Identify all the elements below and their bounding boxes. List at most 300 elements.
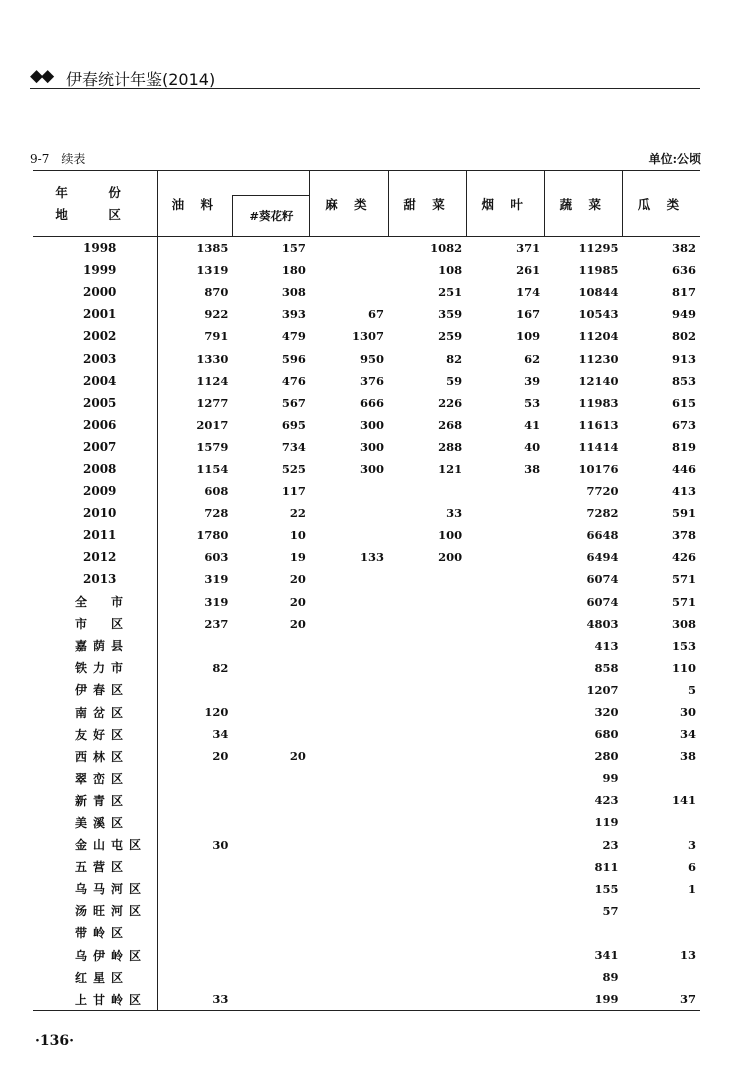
table-cell bbox=[158, 679, 233, 701]
row-label: 新青区 bbox=[33, 789, 158, 811]
table-cell bbox=[158, 856, 233, 878]
table-cell: 319 bbox=[204, 594, 229, 609]
table-cell: 300 bbox=[360, 461, 385, 476]
table-row bbox=[33, 657, 700, 679]
table-cell: 20 bbox=[289, 572, 306, 587]
table-row bbox=[33, 856, 700, 878]
table-cell: 7720 bbox=[586, 484, 619, 499]
table-cell: 108 bbox=[438, 263, 463, 278]
table-cell: 10543 bbox=[578, 307, 619, 322]
table-row bbox=[33, 613, 700, 635]
table-row bbox=[33, 591, 700, 613]
table-row bbox=[33, 900, 700, 922]
table-cell: 1124 bbox=[196, 373, 229, 388]
row-label: 乌伊岭区 bbox=[33, 944, 158, 966]
col-header-oilseed: 油 料 bbox=[158, 171, 233, 237]
table-cell: 167 bbox=[516, 307, 541, 322]
table-cell: 82 bbox=[446, 351, 463, 366]
page-number: ·136· bbox=[35, 1033, 74, 1049]
table-cell: 300 bbox=[360, 417, 385, 432]
table-cell: 11414 bbox=[578, 439, 619, 454]
table-cell bbox=[310, 701, 388, 723]
row-label: 2003 bbox=[33, 347, 158, 369]
table-row bbox=[33, 546, 700, 568]
table-cell: 359 bbox=[438, 307, 463, 322]
table-cell: 100 bbox=[438, 528, 463, 543]
table-row bbox=[33, 281, 700, 303]
table-cell: 155 bbox=[594, 881, 619, 896]
table-cell: 673 bbox=[671, 417, 696, 432]
table-cell: 33 bbox=[212, 992, 229, 1007]
table-cell: 268 bbox=[438, 417, 463, 432]
table-cell: 53 bbox=[524, 395, 541, 410]
table-row bbox=[33, 414, 700, 436]
table-cell: 819 bbox=[671, 439, 696, 454]
table-row bbox=[33, 502, 700, 524]
table-cell bbox=[466, 745, 544, 767]
table-cell bbox=[388, 789, 466, 811]
table-cell bbox=[466, 966, 544, 988]
table-cell: 300 bbox=[360, 439, 385, 454]
row-label: 2007 bbox=[33, 436, 158, 458]
table-cell bbox=[232, 944, 310, 966]
table-row bbox=[33, 325, 700, 347]
row-label: 2009 bbox=[33, 480, 158, 502]
table-cell: 67 bbox=[368, 307, 385, 322]
row-label: 红星区 bbox=[33, 966, 158, 988]
table-row bbox=[33, 635, 700, 657]
table-cell: 1330 bbox=[196, 351, 229, 366]
table-cell bbox=[158, 878, 233, 900]
table-cell bbox=[388, 613, 466, 635]
table-cell bbox=[232, 679, 310, 701]
table-cell: 811 bbox=[594, 859, 619, 874]
table-cell: 922 bbox=[204, 307, 229, 322]
table-cell: 38 bbox=[679, 749, 696, 764]
row-label: 2010 bbox=[33, 502, 158, 524]
table-cell: 199 bbox=[594, 992, 619, 1007]
table-cell bbox=[310, 591, 388, 613]
table-cell bbox=[466, 502, 544, 524]
table-row bbox=[33, 480, 700, 502]
table-cell bbox=[466, 723, 544, 745]
table-cell: 4803 bbox=[586, 616, 619, 631]
table-cell bbox=[232, 988, 310, 1011]
table-cell bbox=[310, 635, 388, 657]
table-cell: 1319 bbox=[196, 263, 229, 278]
table-cell: 603 bbox=[204, 550, 229, 565]
table-cell: 378 bbox=[671, 528, 696, 543]
table-cell: 636 bbox=[671, 263, 696, 278]
table-cell: 180 bbox=[281, 263, 306, 278]
table-cell: 20 bbox=[289, 749, 306, 764]
col-header-vegetables: 蔬 菜 bbox=[544, 171, 622, 237]
col-header-sunflower: #葵花籽 bbox=[232, 195, 309, 236]
table-cell: 7282 bbox=[586, 506, 619, 521]
row-label: 2004 bbox=[33, 370, 158, 392]
table-row bbox=[33, 745, 700, 767]
col-header-melons: 瓜 类 bbox=[622, 171, 700, 237]
table-cell bbox=[158, 635, 233, 657]
table-cell bbox=[466, 613, 544, 635]
table-cell: 320 bbox=[594, 705, 619, 720]
table-row bbox=[33, 568, 700, 590]
table-cell bbox=[232, 767, 310, 789]
table-cell: 950 bbox=[360, 351, 385, 366]
table-cell bbox=[310, 966, 388, 988]
table-cell: 413 bbox=[671, 484, 696, 499]
unit-label: 单位:公顷 bbox=[648, 152, 701, 166]
table-cell: 261 bbox=[516, 263, 541, 278]
table-cell: 20 bbox=[289, 616, 306, 631]
table-cell bbox=[466, 568, 544, 590]
table-cell bbox=[232, 834, 310, 856]
table-cell: 259 bbox=[438, 329, 463, 344]
table-cell: 591 bbox=[671, 506, 696, 521]
table-cell bbox=[232, 789, 310, 811]
table-cell: 119 bbox=[594, 815, 619, 830]
table-cell bbox=[310, 988, 388, 1011]
table-cell: 11985 bbox=[578, 263, 619, 278]
table-cell bbox=[310, 944, 388, 966]
row-label: 西林区 bbox=[33, 745, 158, 767]
table-cell: 99 bbox=[602, 771, 619, 786]
table-cell: 174 bbox=[516, 285, 541, 300]
table-cell: 11983 bbox=[578, 395, 619, 410]
table-cell: 19 bbox=[289, 550, 306, 565]
table-cell bbox=[622, 767, 700, 789]
table-cell: 791 bbox=[204, 329, 229, 344]
row-label: 1998 bbox=[33, 237, 158, 260]
row-label: 翠峦区 bbox=[33, 767, 158, 789]
table-cell: 1307 bbox=[352, 329, 385, 344]
row-label: 嘉荫县 bbox=[33, 635, 158, 657]
row-label: 1999 bbox=[33, 259, 158, 281]
table-cell bbox=[622, 966, 700, 988]
table-cell: 913 bbox=[671, 351, 696, 366]
table-row bbox=[33, 944, 700, 966]
table-cell: 5 bbox=[687, 682, 696, 697]
table-cell bbox=[466, 591, 544, 613]
table-cell bbox=[388, 701, 466, 723]
table-row bbox=[33, 259, 700, 281]
table-cell: 22 bbox=[289, 506, 306, 521]
table-cell bbox=[388, 878, 466, 900]
table-cell: 571 bbox=[671, 594, 696, 609]
table-row bbox=[33, 237, 700, 260]
row-label: 2011 bbox=[33, 524, 158, 546]
table-cell: 2017 bbox=[196, 417, 229, 432]
table-cell bbox=[158, 900, 233, 922]
table-cell: 57 bbox=[602, 903, 619, 918]
table-cell bbox=[232, 723, 310, 745]
table-cell bbox=[466, 878, 544, 900]
table-cell bbox=[310, 745, 388, 767]
table-cell: 423 bbox=[594, 793, 619, 808]
table-cell: 446 bbox=[671, 461, 696, 476]
row-label: 乌马河区 bbox=[33, 878, 158, 900]
table-cell: 1780 bbox=[196, 528, 229, 543]
row-label: 2001 bbox=[33, 303, 158, 325]
table-row bbox=[33, 458, 700, 480]
table-cell bbox=[232, 856, 310, 878]
header-rule bbox=[30, 88, 700, 89]
col-header-sugar-beet: 甜 菜 bbox=[388, 171, 466, 237]
col-header-year-region bbox=[33, 171, 158, 237]
table-cell bbox=[388, 767, 466, 789]
table-cell: 13 bbox=[679, 948, 696, 963]
table-cell bbox=[388, 723, 466, 745]
running-header bbox=[30, 64, 700, 90]
table-cell bbox=[310, 767, 388, 789]
table-cell: 10844 bbox=[578, 285, 619, 300]
table-cell: 11613 bbox=[578, 417, 619, 432]
row-label: 伊春区 bbox=[33, 679, 158, 701]
table-cell: 695 bbox=[281, 417, 306, 432]
table-cell bbox=[310, 922, 388, 944]
row-label: 全 市 bbox=[33, 591, 158, 613]
table-cell bbox=[310, 679, 388, 701]
table-cell: 39 bbox=[524, 373, 541, 388]
col-header-year: 年 份 bbox=[55, 184, 135, 200]
table-cell bbox=[388, 856, 466, 878]
table-cell: 1579 bbox=[196, 439, 229, 454]
table-cell bbox=[310, 237, 388, 260]
table-cell bbox=[466, 856, 544, 878]
table-cell: 1277 bbox=[196, 395, 229, 410]
table-cell: 20 bbox=[212, 749, 229, 764]
table-cell bbox=[466, 834, 544, 856]
table-cell: 109 bbox=[516, 329, 541, 344]
table-cell: 11204 bbox=[578, 329, 619, 344]
table-cell: 1082 bbox=[430, 241, 463, 256]
table-cell: 41 bbox=[524, 417, 541, 432]
table-cell bbox=[232, 966, 310, 988]
col-header-tobacco: 烟 叶 bbox=[466, 171, 544, 237]
table-cell bbox=[310, 480, 388, 502]
table-cell bbox=[310, 502, 388, 524]
table-cell: 30 bbox=[679, 705, 696, 720]
table-cell: 117 bbox=[281, 484, 306, 499]
table-cell: 734 bbox=[281, 439, 306, 454]
table-cell: 121 bbox=[438, 461, 463, 476]
table-cell bbox=[466, 524, 544, 546]
table-cell: 288 bbox=[438, 439, 463, 454]
table-cell: 413 bbox=[594, 638, 619, 653]
table-cell: 11295 bbox=[578, 241, 619, 256]
table-cell: 120 bbox=[204, 705, 229, 720]
table-cell bbox=[466, 988, 544, 1011]
row-label: 金山屯区 bbox=[33, 834, 158, 856]
table-cell: 110 bbox=[671, 660, 696, 675]
table-cell: 596 bbox=[281, 351, 306, 366]
table-cell: 371 bbox=[516, 241, 541, 256]
table-cell bbox=[466, 480, 544, 502]
table-cell: 89 bbox=[602, 970, 619, 985]
table-cell: 479 bbox=[281, 329, 306, 344]
table-cell bbox=[310, 878, 388, 900]
table-cell bbox=[388, 591, 466, 613]
table-cell bbox=[544, 922, 622, 944]
table-cell bbox=[232, 900, 310, 922]
table-cell: 62 bbox=[524, 351, 541, 366]
table-cell: 308 bbox=[281, 285, 306, 300]
table-cell bbox=[388, 657, 466, 679]
table-cell bbox=[388, 944, 466, 966]
table-cell bbox=[466, 789, 544, 811]
yearbook-title: 伊春统计年鉴(2014) bbox=[66, 70, 216, 89]
table-cell bbox=[232, 635, 310, 657]
table-cell bbox=[232, 922, 310, 944]
table-cell bbox=[158, 767, 233, 789]
table-cell: 853 bbox=[671, 373, 696, 388]
table-cell: 82 bbox=[212, 660, 229, 675]
table-cell: 680 bbox=[594, 727, 619, 742]
table-cell: 949 bbox=[671, 307, 696, 322]
table-cell bbox=[388, 568, 466, 590]
row-label: 2012 bbox=[33, 546, 158, 568]
row-label: 2006 bbox=[33, 414, 158, 436]
row-label: 上甘岭区 bbox=[33, 988, 158, 1011]
table-cell: 10176 bbox=[578, 461, 619, 476]
row-label: 美溪区 bbox=[33, 811, 158, 833]
table-body bbox=[33, 237, 700, 1011]
table-cell bbox=[232, 657, 310, 679]
table-cell bbox=[232, 878, 310, 900]
table-cell: 382 bbox=[671, 241, 696, 256]
table-cell: 237 bbox=[204, 616, 229, 631]
table-row bbox=[33, 966, 700, 988]
table-cell: 6074 bbox=[586, 572, 619, 587]
col-header-hemp: 麻 类 bbox=[310, 171, 388, 237]
table-cell: 567 bbox=[281, 395, 306, 410]
table-cell bbox=[388, 834, 466, 856]
table-cell bbox=[388, 811, 466, 833]
table-cell: 3 bbox=[687, 837, 696, 852]
table-cell bbox=[466, 701, 544, 723]
table-cell: 728 bbox=[204, 506, 229, 521]
table-cell: 141 bbox=[671, 793, 696, 808]
table-cell bbox=[310, 657, 388, 679]
row-label: 2000 bbox=[33, 281, 158, 303]
table-cell: 1 bbox=[687, 881, 696, 896]
table-cell: 251 bbox=[438, 285, 463, 300]
table-cell bbox=[310, 281, 388, 303]
table-row bbox=[33, 370, 700, 392]
table-cell bbox=[466, 922, 544, 944]
table-cell bbox=[158, 922, 233, 944]
table-cell: 23 bbox=[602, 837, 619, 852]
table-cell: 226 bbox=[438, 395, 463, 410]
row-label: 带岭区 bbox=[33, 922, 158, 944]
table-cell: 525 bbox=[281, 461, 306, 476]
table-cell bbox=[158, 944, 233, 966]
table-row bbox=[33, 922, 700, 944]
table-row bbox=[33, 436, 700, 458]
table-cell: 200 bbox=[438, 550, 463, 565]
table-cell: 376 bbox=[360, 373, 385, 388]
col-header-sunflower-cell bbox=[232, 171, 310, 237]
table-cell: 341 bbox=[594, 948, 619, 963]
table-cell: 133 bbox=[360, 550, 385, 565]
table-cell: 608 bbox=[204, 484, 229, 499]
table-cell: 426 bbox=[671, 550, 696, 565]
table-cell: 615 bbox=[671, 395, 696, 410]
table-cell: 10 bbox=[289, 528, 306, 543]
table-cell bbox=[388, 480, 466, 502]
table-row bbox=[33, 303, 700, 325]
table-cell bbox=[466, 944, 544, 966]
table-cell: 157 bbox=[281, 241, 306, 256]
table-cell bbox=[466, 900, 544, 922]
table-cell: 817 bbox=[671, 285, 696, 300]
row-label: 铁力市 bbox=[33, 657, 158, 679]
table-row bbox=[33, 988, 700, 1011]
row-label: 2005 bbox=[33, 392, 158, 414]
table-cell: 20 bbox=[289, 594, 306, 609]
table-cell: 6 bbox=[687, 859, 696, 874]
table-cell: 40 bbox=[524, 439, 541, 454]
table-cell: 153 bbox=[671, 638, 696, 653]
table-cell bbox=[622, 922, 700, 944]
table-cell bbox=[310, 613, 388, 635]
table-row bbox=[33, 878, 700, 900]
table-cell: 37 bbox=[679, 992, 696, 1007]
table-cell: 1154 bbox=[196, 461, 229, 476]
table-cell bbox=[622, 900, 700, 922]
table-cell: 870 bbox=[204, 285, 229, 300]
table-number: 9-7 续表 bbox=[30, 152, 86, 166]
table-cell bbox=[310, 900, 388, 922]
table-cell: 280 bbox=[594, 749, 619, 764]
diamond-bullets-icon: ◆◆ bbox=[30, 66, 53, 86]
table-row bbox=[33, 347, 700, 369]
table-cell: 476 bbox=[281, 373, 306, 388]
table-cell: 393 bbox=[281, 307, 306, 322]
table-cell bbox=[232, 811, 310, 833]
table-cell bbox=[466, 811, 544, 833]
table-cell bbox=[466, 657, 544, 679]
row-label: 友好区 bbox=[33, 723, 158, 745]
table-cell: 12140 bbox=[578, 373, 619, 388]
table-cell bbox=[310, 811, 388, 833]
table-cell bbox=[158, 966, 233, 988]
table-row bbox=[33, 392, 700, 414]
crop-area-table bbox=[33, 170, 700, 1011]
table-cell bbox=[466, 767, 544, 789]
table-cell: 571 bbox=[671, 572, 696, 587]
table-cell bbox=[158, 811, 233, 833]
table-cell bbox=[388, 900, 466, 922]
table-row bbox=[33, 524, 700, 546]
table-cell bbox=[310, 789, 388, 811]
table-cell: 34 bbox=[212, 727, 229, 742]
table-cell: 59 bbox=[446, 373, 463, 388]
col-header-region: 地 区 bbox=[55, 206, 135, 222]
row-label: 汤旺河区 bbox=[33, 900, 158, 922]
table-row bbox=[33, 723, 700, 745]
table-cell bbox=[466, 546, 544, 568]
table-cell: 38 bbox=[524, 461, 541, 476]
table-cell: 858 bbox=[594, 660, 619, 675]
table-cell: 11230 bbox=[578, 351, 619, 366]
table-cell: 319 bbox=[204, 572, 229, 587]
table-cell bbox=[310, 524, 388, 546]
row-label: 市 区 bbox=[33, 613, 158, 635]
table-cell: 6494 bbox=[586, 550, 619, 565]
table-cell: 802 bbox=[671, 329, 696, 344]
table-cell: 33 bbox=[446, 506, 463, 521]
